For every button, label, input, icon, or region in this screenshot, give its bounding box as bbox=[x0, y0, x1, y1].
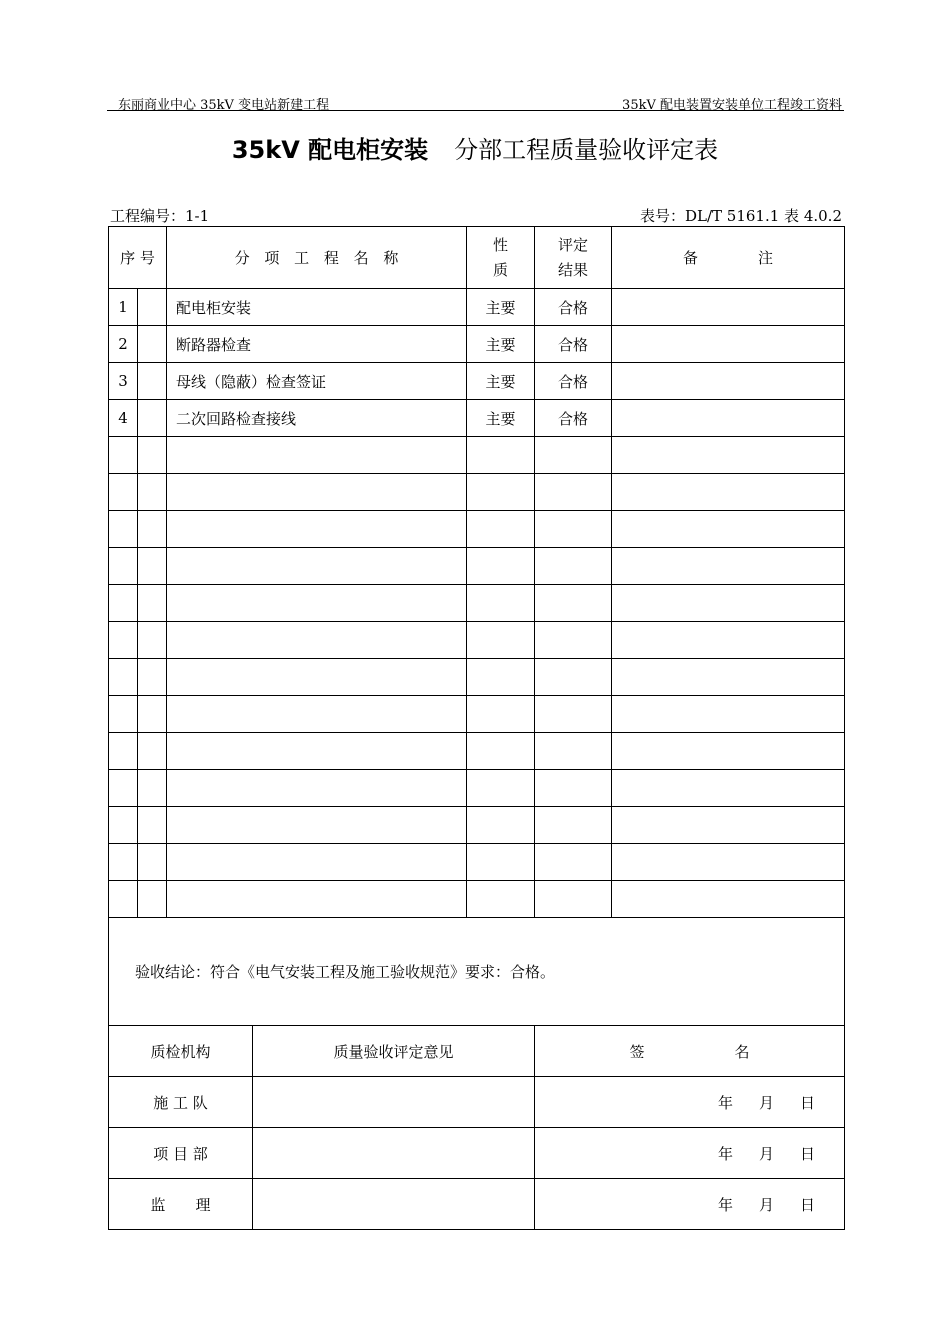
row-remark bbox=[612, 363, 845, 400]
table-row-empty bbox=[109, 622, 845, 659]
form-number: 表号：DL/T 5161.1 表 4.0.2 bbox=[639, 207, 842, 225]
sign-date-field bbox=[535, 1128, 845, 1179]
empty-cell bbox=[467, 844, 535, 881]
project-number: 工程编号：1-1 bbox=[110, 207, 210, 225]
row-nature: 主要 bbox=[467, 400, 535, 437]
empty-cell bbox=[535, 585, 612, 622]
date-month: 月 bbox=[758, 1093, 774, 1112]
row-number: 4 bbox=[109, 400, 138, 437]
header-seq: 序 号 bbox=[109, 227, 167, 289]
sign-date-field bbox=[535, 1077, 845, 1128]
empty-cell bbox=[535, 548, 612, 585]
date-month: 月 bbox=[758, 1144, 774, 1163]
empty-cell bbox=[467, 511, 535, 548]
table-row-empty bbox=[109, 511, 845, 548]
table-row-empty bbox=[109, 474, 845, 511]
row-item-name: 母线（隐蔽）检查签证 bbox=[167, 363, 467, 400]
table-row-empty bbox=[109, 881, 845, 918]
empty-cell bbox=[167, 844, 467, 881]
empty-cell bbox=[535, 511, 612, 548]
sign-org: 施 工 队 bbox=[109, 1077, 253, 1128]
row-result: 合格 bbox=[535, 363, 612, 400]
empty-cell bbox=[467, 622, 535, 659]
table-header-row bbox=[109, 227, 845, 289]
empty-cell bbox=[535, 844, 612, 881]
sign-row bbox=[109, 1128, 845, 1179]
empty-cell bbox=[467, 474, 535, 511]
row-number: 2 bbox=[109, 326, 138, 363]
sign-row bbox=[109, 1077, 845, 1128]
date-day: 日 bbox=[799, 1093, 815, 1112]
table-row-empty bbox=[109, 844, 845, 881]
row-item-name: 断路器检查 bbox=[167, 326, 467, 363]
sign-header-opinion: 质量验收评定意见 bbox=[253, 1026, 535, 1077]
empty-cell bbox=[535, 474, 612, 511]
empty-cell bbox=[167, 659, 467, 696]
empty-cell bbox=[109, 585, 138, 622]
empty-cell bbox=[109, 548, 138, 585]
date-day: 日 bbox=[799, 1195, 815, 1214]
empty-cell bbox=[138, 733, 167, 770]
title-sub: 分部工程质量验收评定表 bbox=[454, 136, 719, 164]
empty-cell bbox=[612, 881, 845, 918]
row-number: 3 bbox=[109, 363, 138, 400]
row-number: 1 bbox=[109, 289, 138, 326]
row-remark bbox=[612, 400, 845, 437]
date-year: 年 bbox=[717, 1093, 733, 1112]
table-row-empty bbox=[109, 733, 845, 770]
table-row-empty bbox=[109, 585, 845, 622]
table-row-empty bbox=[109, 807, 845, 844]
empty-cell bbox=[167, 548, 467, 585]
date-month: 月 bbox=[758, 1195, 774, 1214]
row-nature: 主要 bbox=[467, 326, 535, 363]
empty-cell bbox=[109, 659, 138, 696]
empty-cell bbox=[167, 807, 467, 844]
row-nature: 主要 bbox=[467, 289, 535, 326]
empty-cell bbox=[138, 696, 167, 733]
empty-cell bbox=[535, 696, 612, 733]
empty-cell bbox=[535, 622, 612, 659]
header-remark: 备 注 bbox=[612, 227, 845, 289]
row-item-name: 二次回路检查接线 bbox=[167, 400, 467, 437]
empty-cell bbox=[109, 770, 138, 807]
empty-cell bbox=[467, 659, 535, 696]
empty-cell bbox=[138, 585, 167, 622]
row-remark bbox=[612, 326, 845, 363]
row-nature: 主要 bbox=[467, 363, 535, 400]
sign-header-org: 质检机构 bbox=[109, 1026, 253, 1077]
empty-cell bbox=[467, 548, 535, 585]
row-item-name: 配电柜安装 bbox=[167, 289, 467, 326]
empty-cell bbox=[138, 844, 167, 881]
row-sub-cell bbox=[138, 326, 167, 363]
page-title bbox=[0, 130, 950, 165]
empty-cell bbox=[167, 696, 467, 733]
empty-cell bbox=[109, 733, 138, 770]
header-project-name: 东丽商业中心 35kV 变电站新建工程 bbox=[118, 98, 330, 113]
empty-cell bbox=[109, 511, 138, 548]
empty-cell bbox=[167, 733, 467, 770]
empty-cell bbox=[167, 881, 467, 918]
row-result: 合格 bbox=[535, 400, 612, 437]
header-document-type: 35kV 配电装置安装单位工程竣工资料 bbox=[622, 98, 842, 113]
sign-header-row bbox=[109, 1026, 845, 1077]
empty-cell bbox=[535, 881, 612, 918]
empty-cell bbox=[167, 585, 467, 622]
header-result: 评定 结果 bbox=[535, 227, 612, 289]
empty-cell bbox=[612, 807, 845, 844]
empty-cell bbox=[167, 511, 467, 548]
empty-cell bbox=[612, 548, 845, 585]
table-row bbox=[109, 326, 845, 363]
empty-cell bbox=[138, 474, 167, 511]
empty-cell bbox=[109, 844, 138, 881]
sign-header-signature: 签 名 bbox=[535, 1026, 845, 1077]
sign-opinion-field bbox=[253, 1128, 535, 1179]
row-result: 合格 bbox=[535, 326, 612, 363]
empty-cell bbox=[612, 585, 845, 622]
table-row-empty bbox=[109, 437, 845, 474]
empty-cell bbox=[467, 437, 535, 474]
sign-date-field bbox=[535, 1179, 845, 1230]
empty-cell bbox=[612, 622, 845, 659]
empty-cell bbox=[535, 733, 612, 770]
row-result: 合格 bbox=[535, 289, 612, 326]
table-row bbox=[109, 363, 845, 400]
table-row-empty bbox=[109, 770, 845, 807]
empty-cell bbox=[138, 770, 167, 807]
empty-cell bbox=[467, 585, 535, 622]
empty-cell bbox=[535, 437, 612, 474]
empty-cell bbox=[535, 807, 612, 844]
table-row bbox=[109, 400, 845, 437]
empty-cell bbox=[138, 659, 167, 696]
empty-cell bbox=[167, 622, 467, 659]
sign-opinion-field bbox=[253, 1077, 535, 1128]
empty-cell bbox=[167, 474, 467, 511]
empty-cell bbox=[535, 659, 612, 696]
header-divider bbox=[107, 110, 844, 111]
table-row bbox=[109, 289, 845, 326]
row-sub-cell bbox=[138, 289, 167, 326]
empty-cell bbox=[109, 437, 138, 474]
table-row-empty bbox=[109, 548, 845, 585]
empty-cell bbox=[109, 622, 138, 659]
sign-org: 项 目 部 bbox=[109, 1128, 253, 1179]
empty-cell bbox=[109, 807, 138, 844]
title-main: 35kV 配电柜安装 bbox=[231, 136, 429, 164]
empty-cell bbox=[612, 844, 845, 881]
empty-cell bbox=[612, 770, 845, 807]
empty-cell bbox=[612, 733, 845, 770]
row-remark bbox=[612, 289, 845, 326]
empty-cell bbox=[612, 511, 845, 548]
table-row-empty bbox=[109, 659, 845, 696]
empty-cell bbox=[167, 437, 467, 474]
empty-cell bbox=[612, 696, 845, 733]
row-sub-cell bbox=[138, 363, 167, 400]
empty-cell bbox=[109, 881, 138, 918]
empty-cell bbox=[467, 770, 535, 807]
empty-cell bbox=[138, 437, 167, 474]
empty-cell bbox=[535, 770, 612, 807]
date-day: 日 bbox=[799, 1144, 815, 1163]
empty-cell bbox=[467, 696, 535, 733]
empty-cell bbox=[109, 696, 138, 733]
sign-opinion-field bbox=[253, 1179, 535, 1230]
empty-cell bbox=[612, 474, 845, 511]
empty-cell bbox=[612, 659, 845, 696]
table-row-empty bbox=[109, 696, 845, 733]
acceptance-conclusion: 验收结论：符合《电气安装工程及施工验收规范》要求：合格。 bbox=[109, 918, 845, 1026]
evaluation-table bbox=[108, 226, 845, 1230]
empty-cell bbox=[138, 807, 167, 844]
sign-org: 监 理 bbox=[109, 1179, 253, 1230]
conclusion-row bbox=[109, 918, 845, 1026]
empty-cell bbox=[467, 733, 535, 770]
date-year: 年 bbox=[717, 1144, 733, 1163]
empty-cell bbox=[467, 881, 535, 918]
empty-cell bbox=[612, 437, 845, 474]
empty-cell bbox=[167, 770, 467, 807]
empty-cell bbox=[138, 881, 167, 918]
date-year: 年 bbox=[717, 1195, 733, 1214]
empty-cell bbox=[467, 807, 535, 844]
sign-row bbox=[109, 1179, 845, 1230]
header-item-name: 分 项 工 程 名 称 bbox=[167, 227, 467, 289]
empty-cell bbox=[138, 622, 167, 659]
empty-cell bbox=[138, 511, 167, 548]
empty-cell bbox=[109, 474, 138, 511]
empty-cell bbox=[138, 548, 167, 585]
header-nature: 性 质 bbox=[467, 227, 535, 289]
row-sub-cell bbox=[138, 400, 167, 437]
